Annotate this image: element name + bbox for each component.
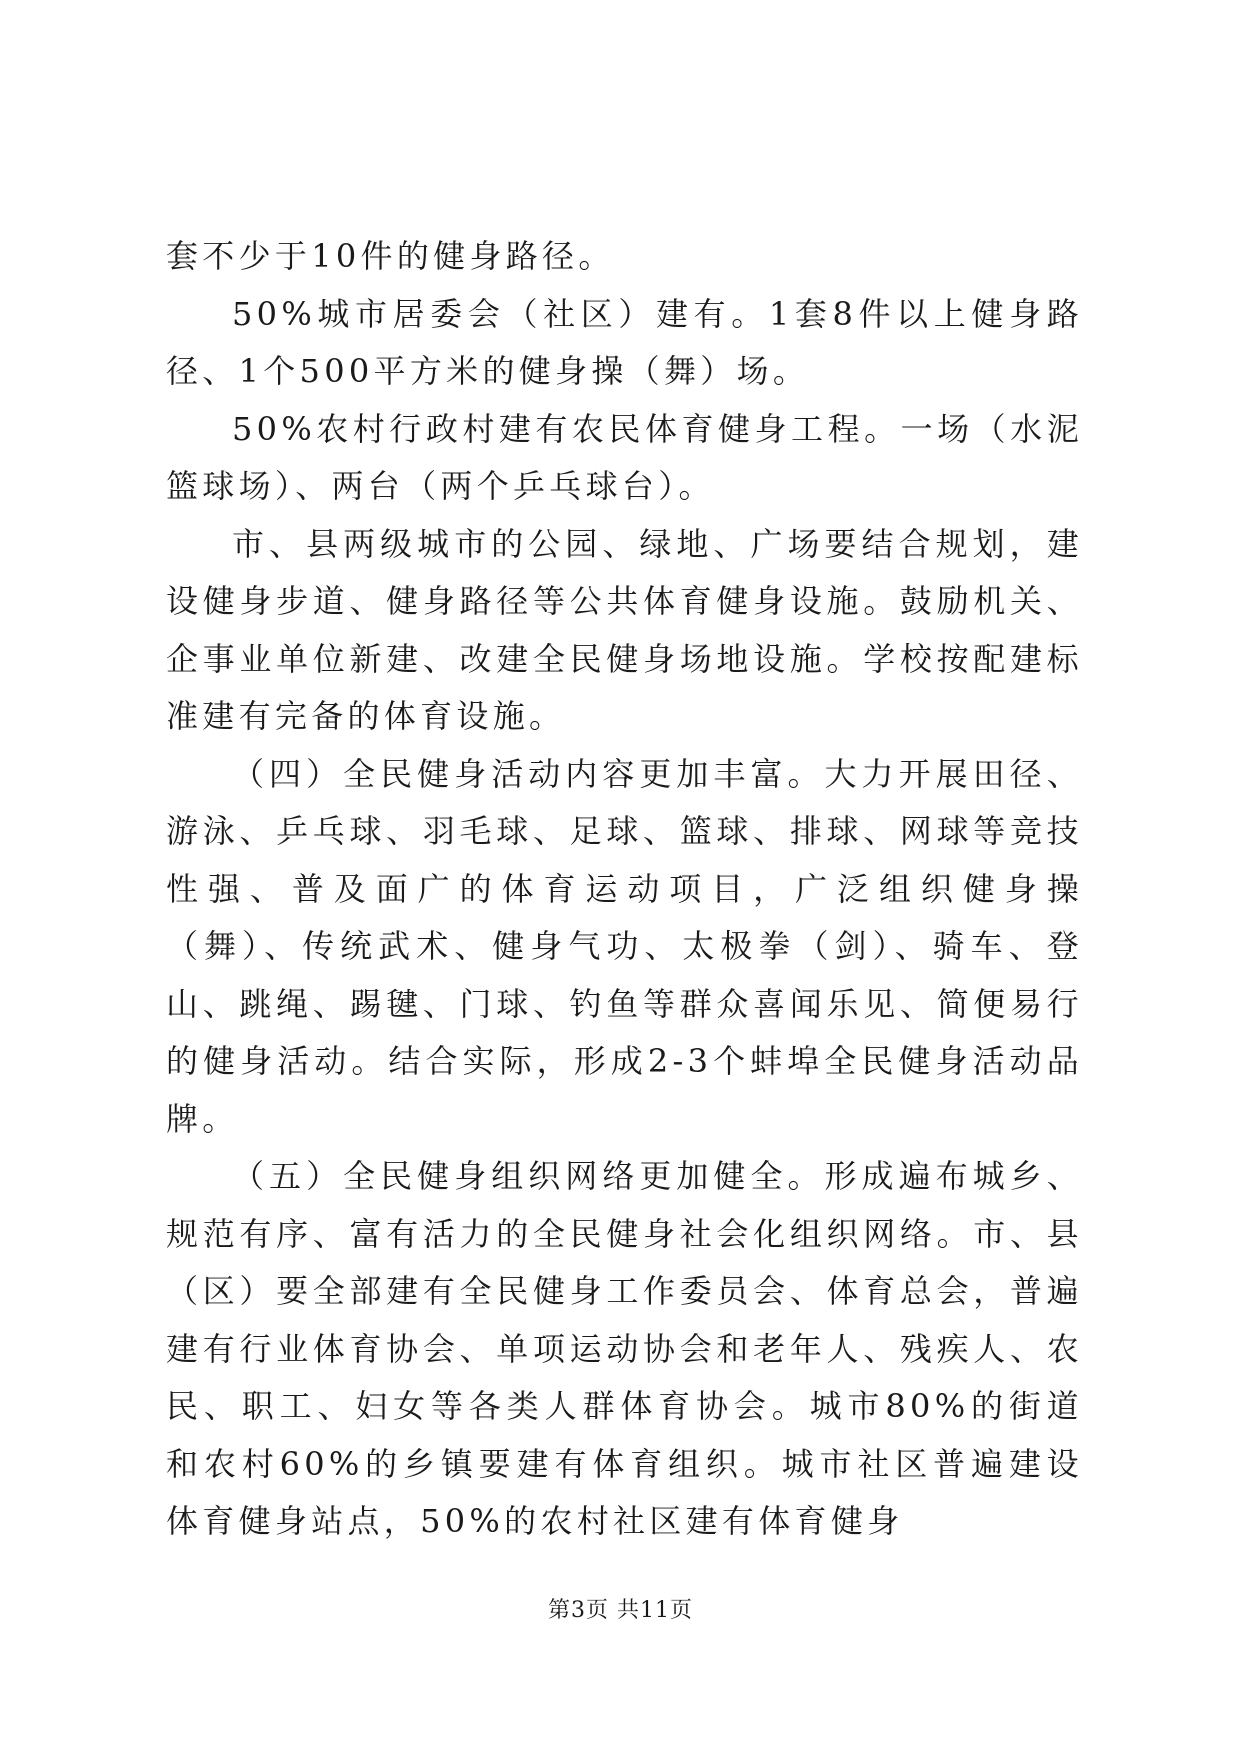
paragraph: 市、县两级城市的公园、绿地、广场要结合规划，建设健身步道、健身路径等公共体育健身设施。鼓励机关、企事业单位新建、改建全民健身场地设施。学校按配建标准建有完备的体育设施。 [166,524,1083,735]
paragraph: 50%城市居委会（社区）建有。1套8件以上健身路径、1个500平方米的健身操（舞）场。 [166,294,1083,390]
paragraph: （五）全民健身组织网络更加健全。形成遍布城乡、规范有序、富有活力的全民健身社会化组织网络。市、县（区）要全部建有全民健身工作委员会、体育总会，普遍建有行业体育协会、单项运动协会和老年人、残疾人、农民、职工、妇女等各类人群体育协会。城市80%的街道和农村60%的乡镇要建有体育组织。城市社区普遍建设体育健身站点，50%的农村社区建有体育健身 [166,1157,1083,1540]
page-footer: 第3页 共11页 [548,1598,693,1623]
paragraph: 套不少于10件的健身路径。 [166,237,615,275]
paragraph: 50%农村行政村建有农民体育健身工程。一场（水泥篮球场）、两台（两个乒乓球台）。 [166,409,1083,505]
paragraph: （四）全民健身活动内容更加丰富。大力开展田径、游泳、乒乓球、羽毛球、足球、篮球、排球、网球等竞技性强、普及面广的体育运动项目，广泛组织健身操（舞）、传统武术、健身气功、太极拳（剑）、骑车、登山、跳绳、踢毽、门球、钓鱼等群众喜闻乐见、简便易行的健身活动。结合实际，形成2-3个蚌埠全民健身活动品牌。 [166,754,1083,1138]
body-text [166,228,1083,1551]
